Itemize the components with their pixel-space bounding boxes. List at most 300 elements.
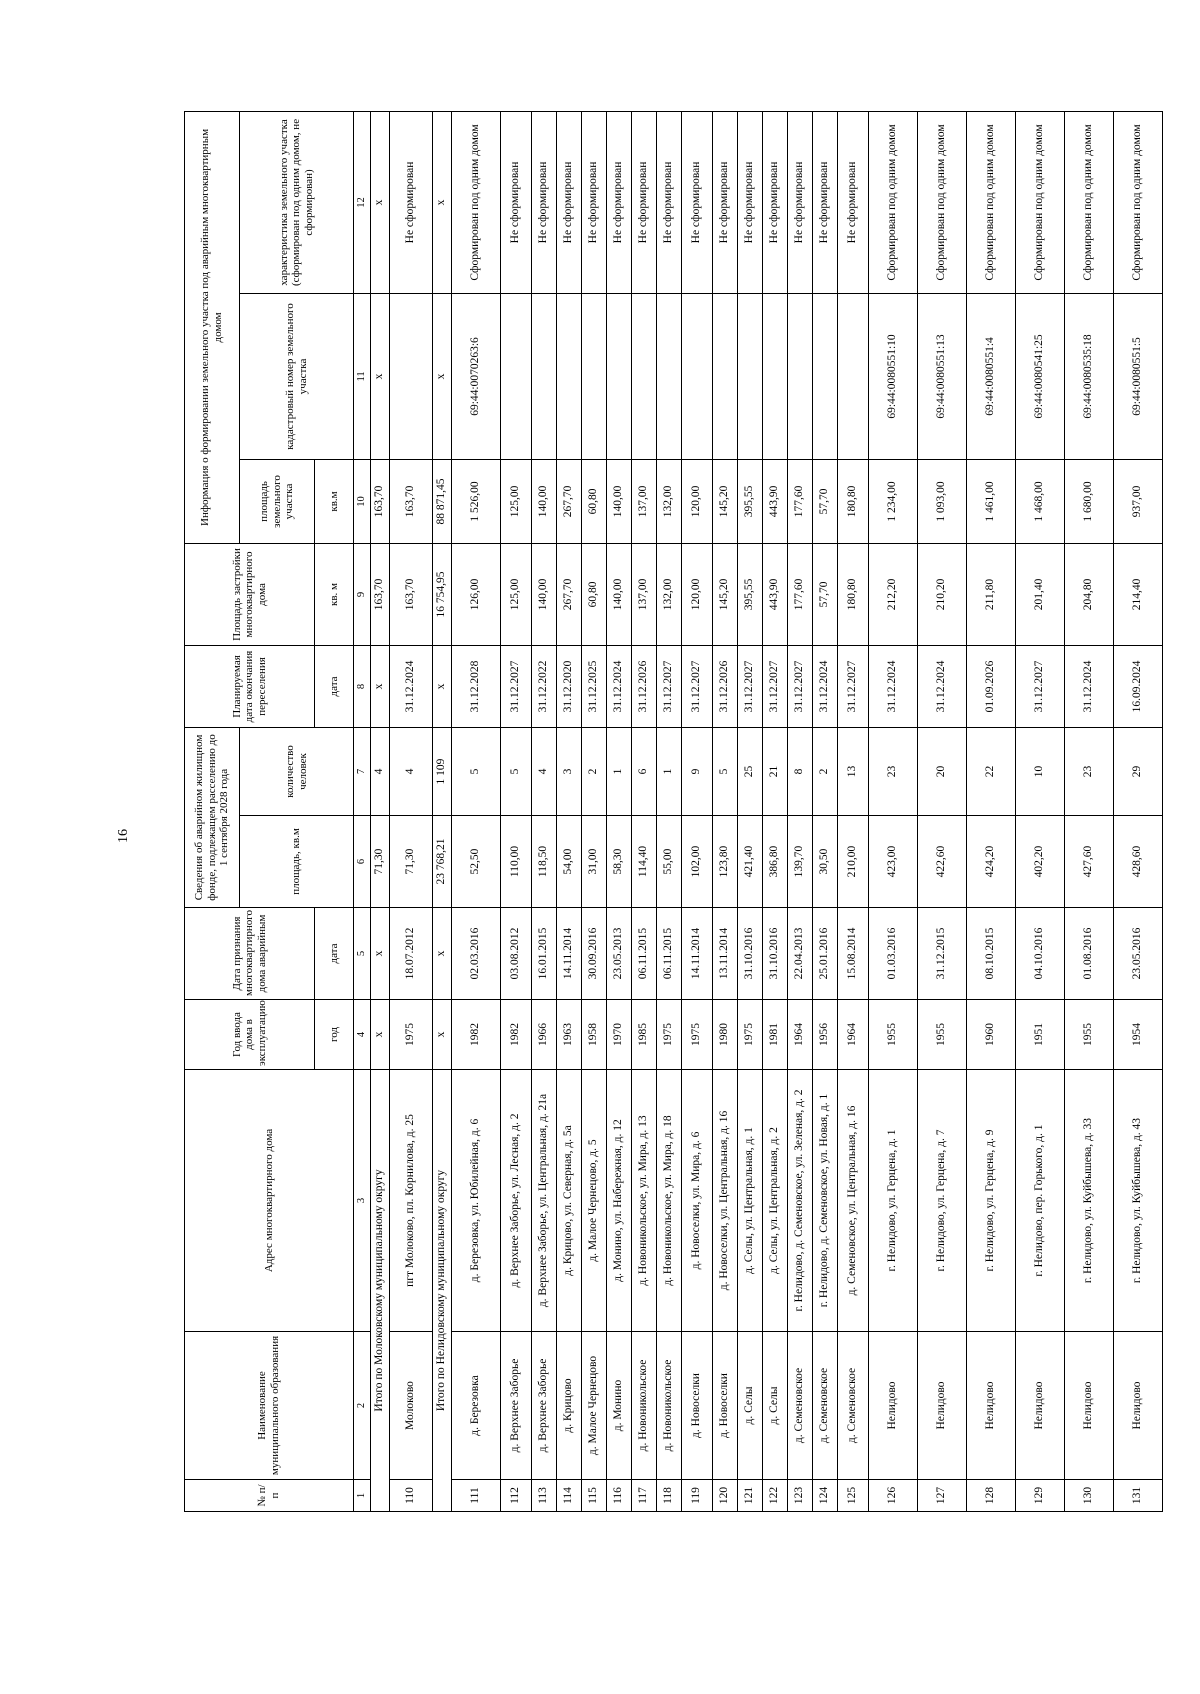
cadastral-cell: [788, 293, 813, 459]
table-row: [501, 111, 532, 1511]
recognition-date-cell: 22.04.2013: [788, 908, 813, 1000]
plan-date-cell: 31.12.2027: [763, 645, 788, 727]
characteristic-cell: Не сформирован: [557, 111, 582, 293]
people-cell: 23: [869, 727, 918, 815]
characteristic-cell: Не сформирован: [390, 111, 433, 293]
table-row: [657, 111, 682, 1511]
people-cell: 13: [838, 727, 869, 815]
column-number: 2: [354, 1332, 371, 1480]
recognition-date-cell: 03.08.2012: [501, 908, 532, 1000]
people-cell: 2: [582, 727, 607, 815]
year-cell: 1954: [1114, 1000, 1163, 1070]
area-cell: 52,50: [452, 816, 501, 908]
building-area-cell: 132,00: [657, 543, 682, 645]
table-row: [1016, 111, 1065, 1511]
area-cell: 71,30: [390, 816, 433, 908]
year-cell: 1958: [582, 1000, 607, 1070]
characteristic-cell: Не сформирован: [713, 111, 738, 293]
recognition-date-cell: 31.12.2015: [918, 908, 967, 1000]
row-number-cell: 111: [452, 1480, 501, 1512]
year-cell: х: [433, 1000, 452, 1070]
people-cell: 5: [452, 727, 501, 815]
cadastral-cell: [813, 293, 838, 459]
land-area-cell: 137,00: [632, 459, 657, 543]
area-cell: 118,50: [532, 816, 557, 908]
cadastral-cell: [763, 293, 788, 459]
year-cell: 1951: [1016, 1000, 1065, 1070]
row-number-cell: 126: [869, 1480, 918, 1512]
plan-date-cell: 31.12.2027: [738, 645, 763, 727]
recognition-date-cell: 31.10.2016: [763, 908, 788, 1000]
plan-date-cell: 31.12.2027: [1016, 645, 1065, 727]
recognition-date-cell: 06.11.2015: [657, 908, 682, 1000]
header-cadastral: кадастровый номер земельного участка: [240, 293, 354, 459]
row-number-cell: 122: [763, 1480, 788, 1512]
land-area-cell: 180,80: [838, 459, 869, 543]
row-number-cell: 115: [582, 1480, 607, 1512]
cadastral-cell: [657, 293, 682, 459]
cadastral-cell: [632, 293, 657, 459]
land-area-cell: 132,00: [657, 459, 682, 543]
emergency-housing-table: [184, 111, 1163, 1512]
recognition-date-cell: 23.05.2013: [607, 908, 632, 1000]
characteristic-cell: Не сформирован: [657, 111, 682, 293]
row-number-cell: 120: [713, 1480, 738, 1512]
year-cell: 1970: [607, 1000, 632, 1070]
building-area-cell: 201,40: [1016, 543, 1065, 645]
address-cell: д. Новоселки, ул. Центральная, д. 16: [713, 1070, 738, 1332]
table-row: [967, 111, 1016, 1511]
people-cell: 1 109: [433, 727, 452, 815]
area-cell: 402,20: [1016, 816, 1065, 908]
year-cell: х: [371, 1000, 390, 1070]
column-number: 1: [354, 1480, 371, 1512]
land-area-cell: 177,60: [788, 459, 813, 543]
column-number: 6: [354, 816, 371, 908]
row-number-cell: 131: [1114, 1480, 1163, 1512]
plan-date-cell: х: [371, 645, 390, 727]
table-row: [738, 111, 763, 1511]
people-cell: 10: [1016, 727, 1065, 815]
building-area-cell: 60,80: [582, 543, 607, 645]
building-area-cell: 145,20: [713, 543, 738, 645]
row-number-cell: 114: [557, 1480, 582, 1512]
characteristic-cell: Сформирован под одним домом: [1016, 111, 1065, 293]
address-cell: г. Нелидово, ул. Куйбышева, д. 33: [1065, 1070, 1114, 1332]
municipality-cell: д. Березовка: [452, 1332, 501, 1480]
recognition-date-cell: 16.01.2015: [532, 908, 557, 1000]
people-cell: 4: [371, 727, 390, 815]
municipality-cell: Нелидово: [1016, 1332, 1065, 1480]
building-area-cell: 140,00: [607, 543, 632, 645]
subtotal-label: Итого по Молоковскому муниципальному округу: [371, 1070, 390, 1512]
row-number-cell: 117: [632, 1480, 657, 1512]
plan-date-cell: 31.12.2024: [813, 645, 838, 727]
cadastral-cell: х: [371, 293, 390, 459]
header-municipality: Наименование муниципального образования: [185, 1332, 354, 1480]
area-cell: 210,00: [838, 816, 869, 908]
cadastral-cell: [682, 293, 713, 459]
people-cell: 1: [657, 727, 682, 815]
address-cell: г. Нелидово, ул. Герцена, д. 9: [967, 1070, 1016, 1332]
land-area-cell: 1 093,00: [918, 459, 967, 543]
recognition-date-cell: 25.01.2016: [813, 908, 838, 1000]
recognition-date-cell: 04.10.2016: [1016, 908, 1065, 1000]
area-cell: 110,00: [501, 816, 532, 908]
area-cell: 123,80: [713, 816, 738, 908]
land-area-cell: 267,70: [557, 459, 582, 543]
land-area-cell: 140,00: [532, 459, 557, 543]
year-cell: 1960: [967, 1000, 1016, 1070]
characteristic-cell: Сформирован под одним домом: [452, 111, 501, 293]
land-area-cell: 1 234,00: [869, 459, 918, 543]
people-cell: 9: [682, 727, 713, 815]
building-area-cell: 204,80: [1065, 543, 1114, 645]
recognition-date-cell: 01.08.2016: [1065, 908, 1114, 1000]
land-area-cell: 937,00: [1114, 459, 1163, 543]
people-cell: 29: [1114, 727, 1163, 815]
plan-date-cell: 31.12.2027: [788, 645, 813, 727]
address-cell: д. Березовка, ул. Юбилейная, д. 6: [452, 1070, 501, 1332]
header-plan-date: дата: [315, 645, 354, 727]
characteristic-cell: Не сформирован: [788, 111, 813, 293]
header-plan-group: Планируемая дата окончания переселения: [185, 645, 315, 727]
table-row: [632, 111, 657, 1511]
municipality-cell: д. Семеновское: [813, 1332, 838, 1480]
recognition-date-cell: 13.11.2014: [713, 908, 738, 1000]
building-area-cell: 120,00: [682, 543, 713, 645]
plan-date-cell: 31.12.2022: [532, 645, 557, 727]
header-year-group: Год ввода дома в эксплуатацию: [185, 1000, 315, 1070]
address-cell: д. Семеновское, ул. Центральная, д. 16: [838, 1070, 869, 1332]
characteristic-cell: Не сформирован: [682, 111, 713, 293]
plan-date-cell: 31.12.2028: [452, 645, 501, 727]
land-area-cell: 443,90: [763, 459, 788, 543]
recognition-date-cell: 01.03.2016: [869, 908, 918, 1000]
cadastral-cell: [838, 293, 869, 459]
characteristic-cell: Не сформирован: [763, 111, 788, 293]
address-cell: д. Селы, ул. Центральная, д. 1: [738, 1070, 763, 1332]
column-number: 7: [354, 727, 371, 815]
table-row: [813, 111, 838, 1511]
land-area-cell: 88 871,45: [433, 459, 452, 543]
people-cell: 4: [532, 727, 557, 815]
address-cell: д. Крицово, ул. Северная, д. 5а: [557, 1070, 582, 1332]
plan-date-cell: 31.12.2026: [713, 645, 738, 727]
municipality-cell: д. Семеновское: [788, 1332, 813, 1480]
column-number: 9: [354, 543, 371, 645]
cadastral-cell: 69:44:0080551:4: [967, 293, 1016, 459]
plan-date-cell: 16.09.2024: [1114, 645, 1163, 727]
header-land-area: площадь земельного участка: [240, 459, 315, 543]
building-area-cell: 214,40: [1114, 543, 1163, 645]
plan-date-cell: 31.12.2025: [582, 645, 607, 727]
building-area-cell: 163,70: [371, 543, 390, 645]
land-area-cell: 125,00: [501, 459, 532, 543]
year-cell: 1964: [838, 1000, 869, 1070]
land-area-cell: 120,00: [682, 459, 713, 543]
column-number: 4: [354, 1000, 371, 1070]
row-number-cell: 118: [657, 1480, 682, 1512]
people-cell: 3: [557, 727, 582, 815]
building-area-cell: 180,80: [838, 543, 869, 645]
address-cell: пгт Молоково, пл. Корнилова, д. 25: [390, 1070, 433, 1332]
municipality-cell: д. Новоникольское: [632, 1332, 657, 1480]
recognition-date-cell: 23.05.2016: [1114, 908, 1163, 1000]
people-cell: 20: [918, 727, 967, 815]
table-row: [582, 111, 607, 1511]
recognition-date-cell: 14.11.2014: [557, 908, 582, 1000]
land-area-cell: 1 526,00: [452, 459, 501, 543]
year-cell: 1955: [918, 1000, 967, 1070]
cadastral-cell: [582, 293, 607, 459]
address-cell: г. Нелидово, ул. Герцена, д. 1: [869, 1070, 918, 1332]
row-number-cell: 129: [1016, 1480, 1065, 1512]
header-fund-group: Сведения об аварийном жилищном фонде, подлежащем расселению до 1 сентября 2028 года: [185, 727, 240, 907]
row-number-cell: 130: [1065, 1480, 1114, 1512]
building-area-cell: 443,90: [763, 543, 788, 645]
plan-date-cell: 31.12.2027: [657, 645, 682, 727]
area-cell: 71,30: [371, 816, 390, 908]
recognition-date-cell: 14.11.2014: [682, 908, 713, 1000]
table-row: [918, 111, 967, 1511]
year-cell: 1975: [390, 1000, 433, 1070]
year-cell: 1975: [738, 1000, 763, 1070]
year-cell: 1963: [557, 1000, 582, 1070]
recognition-date-cell: 06.11.2015: [632, 908, 657, 1000]
cadastral-cell: [713, 293, 738, 459]
municipality-cell: Молоково: [390, 1332, 433, 1480]
recognition-date-cell: 31.10.2016: [738, 908, 763, 1000]
address-cell: д. Монино, ул. Набережная, д. 12: [607, 1070, 632, 1332]
table-row: [869, 111, 918, 1511]
row-number-cell: 112: [501, 1480, 532, 1512]
area-cell: 424,20: [967, 816, 1016, 908]
building-area-cell: 163,70: [390, 543, 433, 645]
table-row: [1065, 111, 1114, 1511]
municipality-cell: д. Крицово: [557, 1332, 582, 1480]
header-people: количество человек: [240, 727, 354, 815]
characteristic-cell: Сформирован под одним домом: [869, 111, 918, 293]
municipality-cell: д. Малое Чернецово: [582, 1332, 607, 1480]
header-num: № п/п: [185, 1480, 354, 1512]
address-cell: д. Селы, ул. Центральная, д. 2: [763, 1070, 788, 1332]
building-area-cell: 125,00: [501, 543, 532, 645]
recognition-date-cell: 30.09.2016: [582, 908, 607, 1000]
characteristic-cell: Не сформирован: [632, 111, 657, 293]
column-number: 8: [354, 645, 371, 727]
year-cell: 1975: [682, 1000, 713, 1070]
table-row: [713, 111, 738, 1511]
cadastral-cell: 69:44:0080541:25: [1016, 293, 1065, 459]
plan-date-cell: 31.12.2027: [838, 645, 869, 727]
area-cell: 58,30: [607, 816, 632, 908]
header-area: площадь, кв.м: [240, 816, 354, 908]
building-area-cell: 140,00: [532, 543, 557, 645]
plan-date-cell: 31.12.2026: [632, 645, 657, 727]
land-area-cell: 60,80: [582, 459, 607, 543]
characteristic-cell: Сформирован под одним домом: [918, 111, 967, 293]
header-date: дата: [315, 908, 354, 1000]
cadastral-cell: [532, 293, 557, 459]
cadastral-cell: [738, 293, 763, 459]
year-cell: 1982: [452, 1000, 501, 1070]
year-cell: 1955: [869, 1000, 918, 1070]
municipality-cell: д. Новоселки: [682, 1332, 713, 1480]
municipality-cell: д. Верхнее Заборье: [501, 1332, 532, 1480]
header-year: год: [315, 1000, 354, 1070]
year-cell: 1966: [532, 1000, 557, 1070]
municipality-cell: д. Верхнее Заборье: [532, 1332, 557, 1480]
column-number: 12: [354, 111, 371, 293]
area-cell: 139,70: [788, 816, 813, 908]
address-cell: д. Малое Чернецово, д. 5: [582, 1070, 607, 1332]
land-area-cell: 163,70: [390, 459, 433, 543]
area-cell: 423,00: [869, 816, 918, 908]
area-cell: 421,40: [738, 816, 763, 908]
address-cell: д. Новоселки, ул. Мира, д. 6: [682, 1070, 713, 1332]
plan-date-cell: 31.12.2024: [1065, 645, 1114, 727]
characteristic-cell: Не сформирован: [532, 111, 557, 293]
cadastral-cell: [501, 293, 532, 459]
plan-date-cell: 01.09.2026: [967, 645, 1016, 727]
people-cell: 8: [788, 727, 813, 815]
characteristic-cell: х: [371, 111, 390, 293]
municipality-cell: д. Новоселки: [713, 1332, 738, 1480]
land-area-cell: 140,00: [607, 459, 632, 543]
building-area-cell: 212,20: [869, 543, 918, 645]
municipality-cell: д. Семеновское: [838, 1332, 869, 1480]
area-cell: 102,00: [682, 816, 713, 908]
people-cell: 5: [713, 727, 738, 815]
recognition-date-cell: 02.03.2016: [452, 908, 501, 1000]
land-area-cell: 163,70: [371, 459, 390, 543]
row-number-cell: 110: [390, 1480, 433, 1512]
address-cell: д. Верхнее Заборье, ул. Центральная, д. 21а: [532, 1070, 557, 1332]
plan-date-cell: 31.12.2024: [918, 645, 967, 727]
characteristic-cell: Не сформирован: [607, 111, 632, 293]
table-row: [452, 111, 501, 1511]
area-cell: 114,40: [632, 816, 657, 908]
table-row: [682, 111, 713, 1511]
land-area-cell: 1 680,00: [1065, 459, 1114, 543]
characteristic-cell: Сформирован под одним домом: [1114, 111, 1163, 293]
recognition-date-cell: 08.10.2015: [967, 908, 1016, 1000]
address-cell: г. Нелидово, д. Семеновское, ул. Зеленая, д. 2: [788, 1070, 813, 1332]
cadastral-cell: 69:44:0070263:6: [452, 293, 501, 459]
area-cell: 54,00: [557, 816, 582, 908]
building-area-cell: 177,60: [788, 543, 813, 645]
subtotal-label: Итого по Нелидовскому муниципальному округу: [433, 1070, 452, 1512]
year-cell: 1982: [501, 1000, 532, 1070]
year-cell: 1955: [1065, 1000, 1114, 1070]
characteristic-cell: Не сформирован: [501, 111, 532, 293]
recognition-date-cell: 15.08.2014: [838, 908, 869, 1000]
people-cell: 6: [632, 727, 657, 815]
row-number-cell: 124: [813, 1480, 838, 1512]
municipality-cell: Нелидово: [869, 1332, 918, 1480]
cadastral-cell: х: [433, 293, 452, 459]
land-area-cell: 57,70: [813, 459, 838, 543]
row-number-cell: 113: [532, 1480, 557, 1512]
table-row: [390, 111, 433, 1511]
land-area-cell: 395,55: [738, 459, 763, 543]
table-body: [371, 111, 1163, 1511]
land-area-cell: 1 461,00: [967, 459, 1016, 543]
building-area-cell: 210,20: [918, 543, 967, 645]
characteristic-cell: Не сформирован: [582, 111, 607, 293]
building-area-cell: 126,00: [452, 543, 501, 645]
address-cell: г. Нелидово, ул. Герцена, д. 7: [918, 1070, 967, 1332]
address-cell: д. Новоникольское, ул. Мира, д. 13: [632, 1070, 657, 1332]
characteristic-cell: Не сформирован: [838, 111, 869, 293]
municipality-cell: д. Монино: [607, 1332, 632, 1480]
area-cell: 31,00: [582, 816, 607, 908]
municipality-cell: д. Селы: [763, 1332, 788, 1480]
building-area-cell: 267,70: [557, 543, 582, 645]
row-number-cell: 127: [918, 1480, 967, 1512]
cadastral-cell: [607, 293, 632, 459]
characteristic-cell: Сформирован под одним домом: [967, 111, 1016, 293]
plan-date-cell: 31.12.2027: [501, 645, 532, 727]
land-area-cell: 145,20: [713, 459, 738, 543]
area-cell: 30,50: [813, 816, 838, 908]
characteristic-cell: х: [433, 111, 452, 293]
table-row: [838, 111, 869, 1511]
year-cell: 1980: [713, 1000, 738, 1070]
characteristic-cell: Не сформирован: [813, 111, 838, 293]
cadastral-cell: 69:44:0080551:13: [918, 293, 967, 459]
cadastral-cell: 69:44:0080551:10: [869, 293, 918, 459]
cadastral-cell: [390, 293, 433, 459]
year-cell: 1985: [632, 1000, 657, 1070]
people-cell: 2: [813, 727, 838, 815]
column-number: 11: [354, 293, 371, 459]
header-address: Адрес многоквартирного дома: [185, 1070, 354, 1332]
characteristic-cell: Сформирован под одним домом: [1065, 111, 1114, 293]
column-number: 10: [354, 459, 371, 543]
column-number: 5: [354, 908, 371, 1000]
cadastral-cell: [557, 293, 582, 459]
header-characteristic: характеристика земельного участка (сформирован под одним домом, не сформирован): [240, 111, 354, 293]
municipality-cell: Нелидово: [967, 1332, 1016, 1480]
people-cell: 4: [390, 727, 433, 815]
people-cell: 23: [1065, 727, 1114, 815]
plan-date-cell: х: [433, 645, 452, 727]
header-land-unit: кв.м: [315, 459, 354, 543]
address-cell: г. Нелидово, д. Семеновское, ул. Новая, д. 1: [813, 1070, 838, 1332]
recognition-date-cell: х: [433, 908, 452, 1000]
year-cell: 1981: [763, 1000, 788, 1070]
header-building-unit: кв. м: [315, 543, 354, 645]
people-cell: 21: [763, 727, 788, 815]
table-row: [532, 111, 557, 1511]
table-row: [1114, 111, 1163, 1511]
municipality-cell: Нелидово: [1114, 1332, 1163, 1480]
plan-date-cell: 31.12.2020: [557, 645, 582, 727]
area-cell: 428,60: [1114, 816, 1163, 908]
address-cell: д. Новоникольское, ул. Мира, д. 18: [657, 1070, 682, 1332]
subtotal-row: [433, 111, 452, 1511]
area-cell: 23 768,21: [433, 816, 452, 908]
column-number: 3: [354, 1070, 371, 1332]
people-cell: 1: [607, 727, 632, 815]
land-area-cell: 1 468,00: [1016, 459, 1065, 543]
table-row: [607, 111, 632, 1511]
municipality-cell: д. Новоникольское: [657, 1332, 682, 1480]
row-number-cell: 119: [682, 1480, 713, 1512]
recognition-date-cell: 18.07.2012: [390, 908, 433, 1000]
